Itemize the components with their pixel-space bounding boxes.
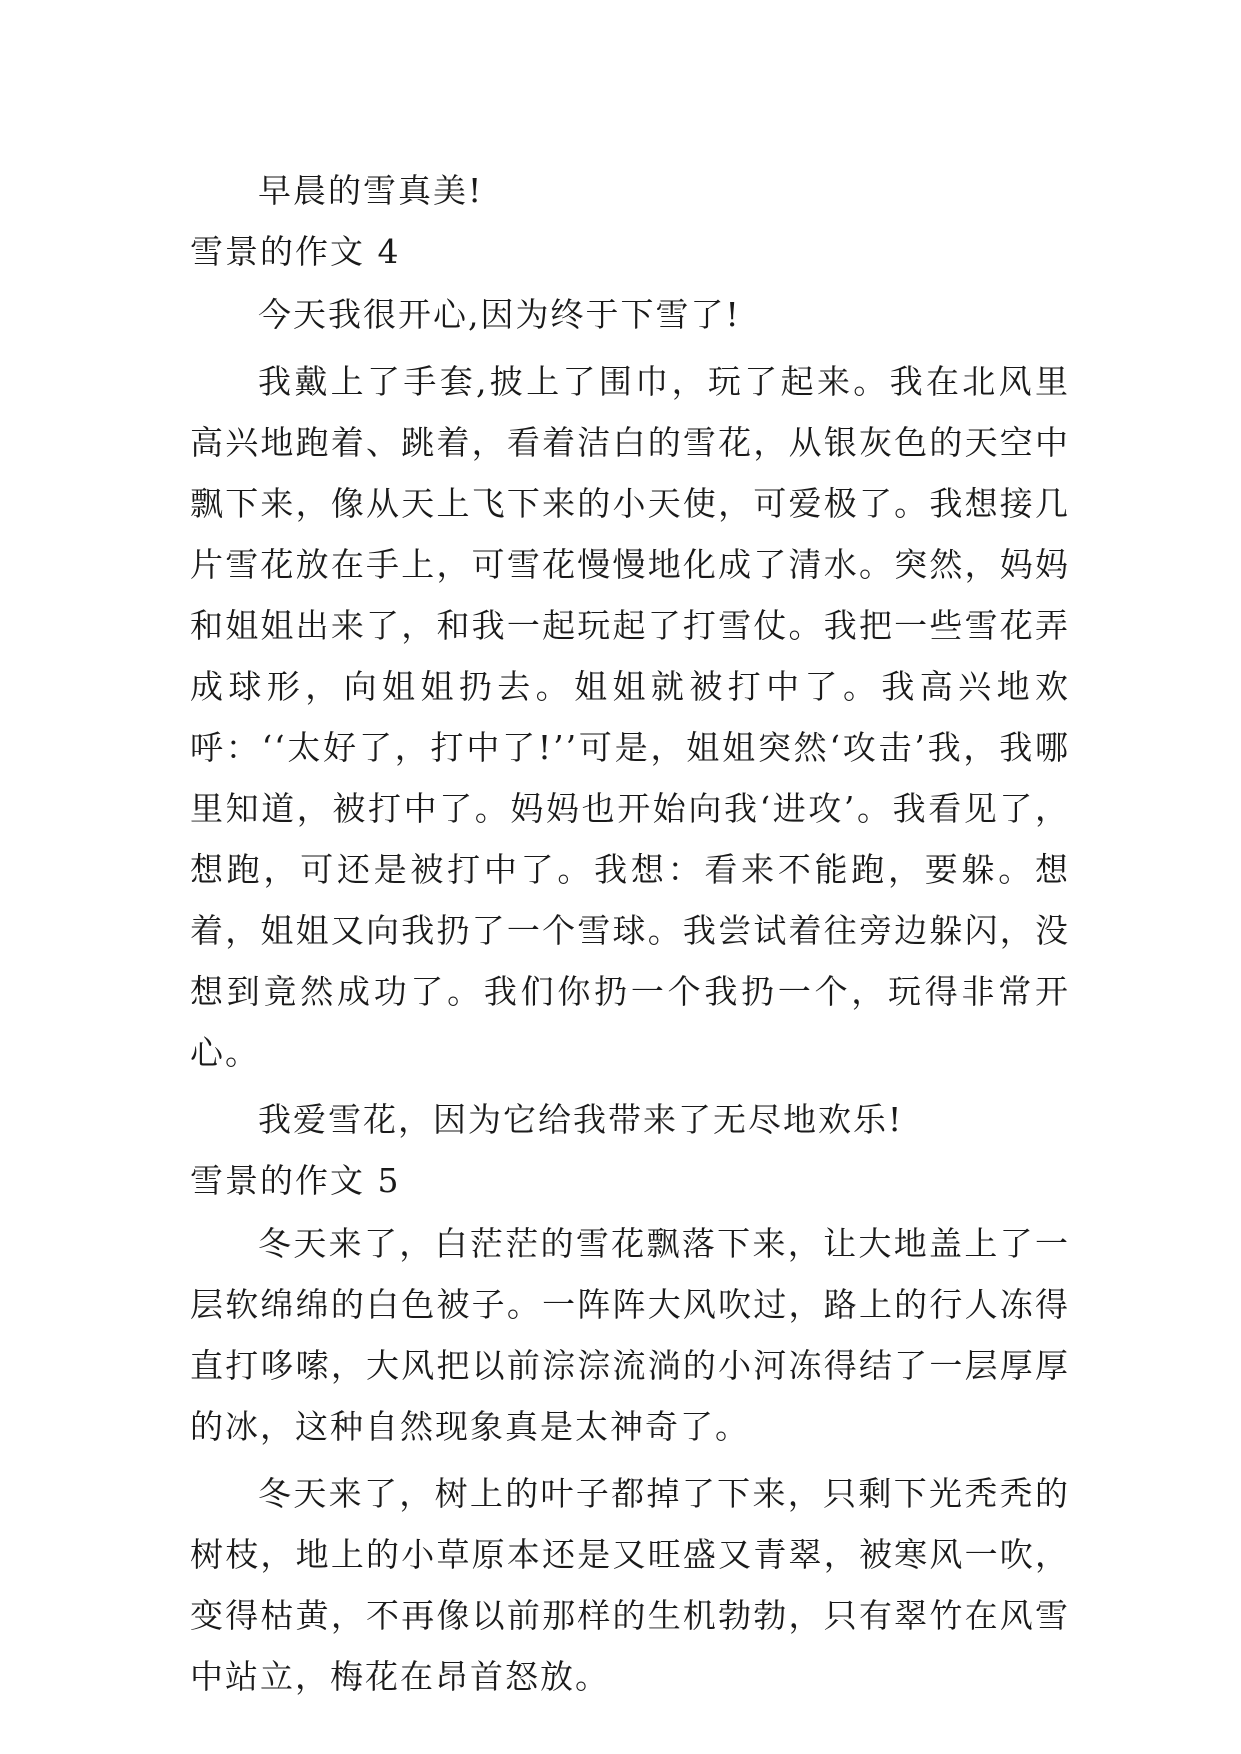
paragraph: 今天我很开心,因为终于下雪了!: [258, 295, 741, 334]
paragraph: 冬天来了，白茫茫的雪花飘落下来，让大地盖上了一层软绵绵的白色被子。一阵阵大风吹过，路上的行人冻得直打哆嗦，大风把以前淙淙流淌的小河冻得结了一层厚厚的冰，这种自然现象真是太神奇了。: [190, 1224, 1070, 1446]
paragraph: 冬天来了，树上的叶子都掉了下来，只剩下光秃秃的树枝，地上的小草原本还是又旺盛又青翠，被寒风一吹，变得枯黄，不再像以前那样的生机勃勃，只有翠竹在风雪中站立，梅花在昂首怒放。: [190, 1474, 1070, 1696]
section-heading-5: 雪景的作文 5: [190, 1161, 401, 1200]
paragraph: 我爱雪花，因为它给我带来了无尽地欢乐!: [258, 1100, 904, 1139]
section-heading-4: 雪景的作文 4: [190, 232, 401, 271]
paragraph: 我戴上了手套,披上了围巾，玩了起来。我在北风里高兴地跑着、跳着，看着洁白的雪花，从银灰色的天空中飘下来，像从天上飞下来的小天使，可爱极了。我想接几片雪花放在手上，可雪花慢慢地化成了清水。突然，妈妈和姐姐出来了，和我一起玩起了打雪仗。我把一些雪花弄成球形，向姐姐扔去。姐姐就被打中了。我高兴地欢呼：‘‘太好了，打中了!’’可是，姐姐突然‘攻击’我，我哪里知道，被打中了。妈妈也开始向我‘进攻’。我看见了，想跑，可还是被打中了。我想：看来不能跑，要躲。想着，姐姐又向我扔了一个雪球。我尝试着往旁边躲闪，没想到竟然成功了。我们你扔一个我扔一个，玩得非常开心。: [190, 362, 1070, 1072]
intro-paragraph: 早晨的雪真美!: [258, 171, 484, 210]
document-page: [190, 160, 1070, 1707]
